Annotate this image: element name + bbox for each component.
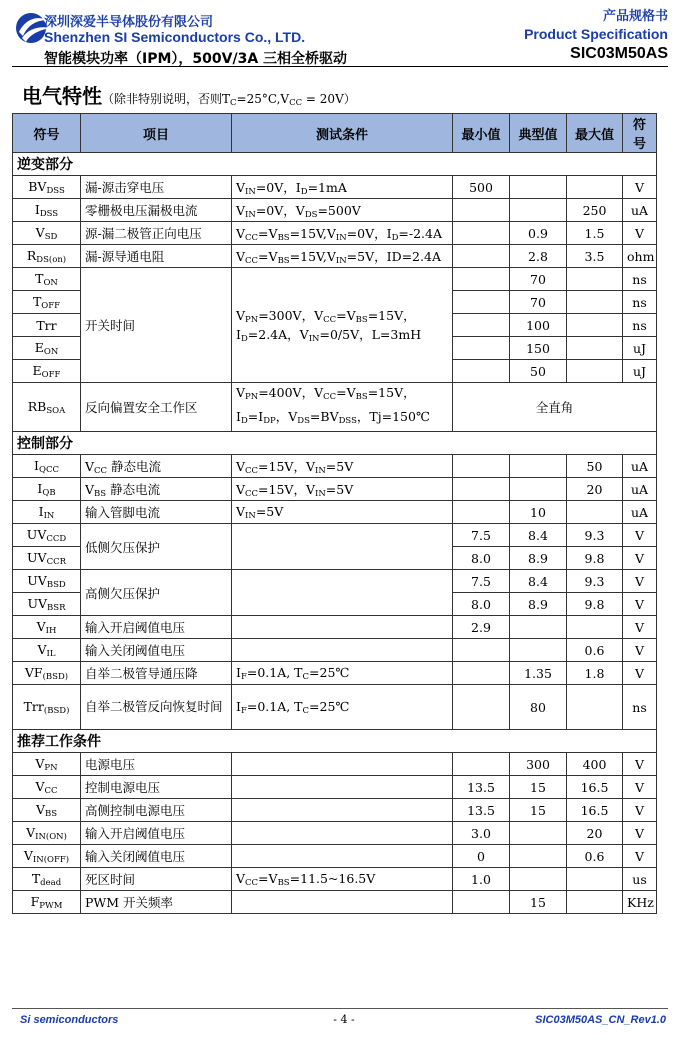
document-revision: SIC03M50AS_CN_Rev1.0	[535, 1014, 666, 1026]
table-row: $R_{DS(on)}$ 漏-源导通电阻 $V_{CC}=V_{BS}=15V,V_{IN}=5V$，ID=2.4A 2.8 3.5 ohm	[13, 245, 657, 268]
col-item: 项目	[81, 114, 232, 153]
part-number: SIC03M50AS	[570, 45, 668, 62]
switching-conditions: $V_{PN}=300V$，$V_{CC}=V_{BS}=15V$， $I_D=2.4A$，$V_{IN}=0/5V$，L=3mH	[232, 268, 453, 383]
table-row: Trr 100 ns	[13, 314, 657, 337]
table-row: $T_{ON}$ 开关时间 $V_{PN}=300V$，$V_{CC}=V_{BS}=15V$， $I_D=2.4A$，$V_{IN}=0/5V$，L=3mH 70 ns	[13, 268, 657, 291]
table-row: $UV_{BSR}$ 8.0 8.9 9.8 V	[13, 593, 657, 616]
footer-divider	[12, 1008, 668, 1009]
table-row: $I_{IN}$ 输入管脚电流 $V_{IN}=5V$ 10 uA	[13, 501, 657, 524]
col-condition: 测试条件	[232, 114, 453, 153]
section-note: （除非特别说明，否则$T_C=25^\circ C,V_{CC} = 20V$）	[102, 92, 356, 108]
col-unit: 符号	[623, 114, 657, 153]
section-heading: 电气特性	[22, 84, 102, 108]
category-row: 推荐工作条件	[13, 730, 657, 753]
col-min: 最小值	[453, 114, 510, 153]
table-row: $V_{BS}$ 高侧控制电源电压 13.5 15 16.5 V	[13, 799, 657, 822]
table-row: $V_{IN(ON)}$ 输入开启阈值电压 3.0 20 V	[13, 822, 657, 845]
table-row: $VF_{(BSD)}$ 自举二极管导通压降 $I_F=0.1A$, $T_C=25℃$ 1.35 1.8 V	[13, 662, 657, 685]
electrical-characteristics-table	[12, 113, 657, 914]
table-row: $V_{IN(OFF)}$ 输入关闭阈值电压 0 0.6 V	[13, 845, 657, 868]
section-title	[22, 80, 356, 109]
table-row: $RB_{SOA}$ 反向偏置安全工作区 $V_{PN}=400V$，$V_{CC}=V_{BS}=15V$， $I_D=I_{DP}$，$V_{DS}=BV_{DSS}$，Tj=150℃ 全直角	[13, 383, 657, 432]
category-row: 控制部分	[13, 432, 657, 455]
table-row: Trr$_{(BSD)}$ 自举二极管反向恢复时间 $I_F=0.1A$, $T_C=25℃$ 80 ns	[13, 685, 657, 730]
header-divider	[12, 66, 668, 67]
table-row: $I_{QB}$ $V_{BS}$ 静态电流 $V_{CC}=15V$，$V_{IN}=5V$ 20 uA	[13, 478, 657, 501]
table-row: $V_{IL}$ 输入关闭阈值电压 0.6 V	[13, 639, 657, 662]
header-right	[524, 8, 668, 65]
table-row: $I_{DSS}$ 零栅极电压漏极电流 $V_{IN}=0V$，$V_{DS}=500V$ 250 uA	[13, 199, 657, 222]
page-number: - 4 -	[333, 1013, 355, 1026]
table-row: $UV_{CCD}$ 低侧欠压保护 7.5 8.4 9.3 V	[13, 524, 657, 547]
table-row: $V_{SD}$ 源-漏二极管正向电压 $V_{CC}=V_{BS}=15V,V_{IN}=0V$，$I_D=-2.4A$ 0.9 1.5 V	[13, 222, 657, 245]
col-max: 最大值	[567, 114, 623, 153]
company-name-en: Shenzhen SI Semiconductors Co., LTD.	[44, 29, 306, 45]
table-row: $F_{PWM}$ PWM 开关频率 15 KHz	[13, 891, 657, 914]
spec-title-cn: 产品规格书	[602, 9, 668, 24]
table-row: $V_{CC}$ 控制电源电压 13.5 15 16.5 V	[13, 776, 657, 799]
header-left	[14, 8, 434, 68]
table-row: $UV_{CCR}$ 8.0 8.9 9.8 V	[13, 547, 657, 570]
company-name-cn: 深圳深爱半导体股份有限公司	[44, 15, 214, 30]
col-symbol: 符号	[13, 114, 81, 153]
footer-company: Si semiconductors	[20, 1014, 119, 1026]
table-row: $BV_{DSS}$ 漏-源击穿电压 $V_{IN}=0V$，$I_D=1mA$ 500 V	[13, 176, 657, 199]
table-header-row	[13, 114, 657, 153]
table-row: $E_{ON}$ 150 uJ	[13, 337, 657, 360]
table-row: $V_{IH}$ 输入开启阈值电压 2.9 V	[13, 616, 657, 639]
product-description: 智能模块功率（IPM），500V/3A 三相全桥驱动	[44, 51, 348, 67]
col-typ: 典型值	[510, 114, 567, 153]
table-row: $T_{dead}$ 死区时间 $V_{CC}=V_{BS}=11.5\sim 16.5V$ 1.0 us	[13, 868, 657, 891]
category-row: 逆变部分	[13, 153, 657, 176]
table-row: $I_{QCC}$ $V_{CC}$ 静态电流 $V_{CC}=15V$，$V_{IN}=5V$ 50 uA	[13, 455, 657, 478]
table-row: $T_{OFF}$ 70 ns	[13, 291, 657, 314]
table-row: $V_{PN}$ 电源电压 300 400 V	[13, 753, 657, 776]
table-row: $E_{OFF}$ 50 uJ	[13, 360, 657, 383]
table-row: $UV_{BSD}$ 高侧欠压保护 7.5 8.4 9.3 V	[13, 570, 657, 593]
spec-title-en: Product Specification	[524, 26, 668, 42]
